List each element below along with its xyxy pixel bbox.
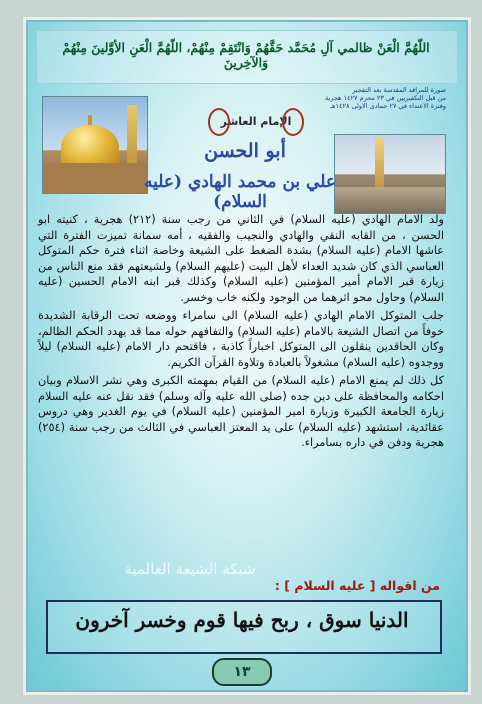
imam-name: علي بن محمد الهادي (عليه السلام)	[144, 172, 336, 212]
prayer-text: اللّهُمَّ الْعَنْ ظالمي آلِ مُحَمَّد حَقَّهُمْ وَانْتَقِمْ مِنْهُمْ، اللّهُمَّ الْعَنِ الأوَّلينَ مِنْهُمْ وَالآخِرينَ	[62, 40, 430, 70]
caption-line: وفترة الاعتداء في ٢٧ جمادى الاولى ١٤٢٨هـ	[330, 102, 446, 110]
imam-kunya: أبو الحسن	[204, 140, 286, 162]
paragraph: جلب المتوكل الامام الهادي (عليه السلام) الى سامراء ووضعه تحت الرقابة الشديدة خوفاً من اتصال الشيعة بالامام (عليه السلام) والتفافهم حوله مما قد يهدد الحكم الظالم، وكان الحاقدين ينقلون الى المتوكل اخباراً كاذبة ، فاقتحم دار الامام (عليه السلام) ليلاً ووجدوه (عليه السلام) مشغولاً بالعبادة وتلاوة القرآن الكريم.	[38, 309, 444, 369]
badge-title: الإمام العاشر	[220, 114, 292, 128]
paragraph: ولد الامام الهادي (عليه السلام) في الثاني من رجب سنة (٢١٢) هجرية ، كنيته ابو الحسن ، من القابه النقي والهادي والنجيب والفقيه ، أمه سمانة تميزت الفترة التي عاشها الامام (عليه السلام) بشدة الضغط على الشيعة وخاصة اثناء فترة حكم المتوكل العباسي الذي كان شديد العداء لأهل البيت (عليهم السلام) ولشيعتهم فقد منع الناس من زيارة قبر الامام أمير المؤمنين (عليه السلام) وكذلك قبر ابنه الامام الحسين (عليه السلام) وحاول محو اثرهما من الوجود ولكنه خاب وخسر.	[38, 213, 444, 304]
biography-text	[38, 212, 444, 454]
ornament-icon	[208, 108, 230, 136]
imam-badge	[208, 108, 304, 134]
photo-caption	[276, 86, 446, 110]
caption-line: صورة للمراقد المقدسة بعد التفجير	[352, 86, 446, 94]
paragraph: كل ذلك لم يمنع الامام (عليه السلام) من القيام بمهمته الكبرى وهي نشر الاسلام وبيان احكامه والمحافظة على دين جده (صلى الله عليه وآله وسلم) فقد نقل عنه عليه السلام زيارة الجامعة الكبيرة وزيارة امير المؤمنين (عليه السلام) في يوم الغدير وهي دروس عقائدية، استشهد (عليه السلام) على يد المعتز العباسي في الثالث من رجب سنة (٢٥٤) هجرية ودفن في داره بسامراء.	[38, 374, 444, 449]
quote-text: الدنيا سوق ، ربح فيها قوم وخسر آخرون	[75, 608, 409, 632]
page-number: ١٣	[212, 658, 272, 686]
sayings-label: من اقواله [ عليه السلام ] :	[274, 578, 440, 593]
caption-line: من قبل التكفيريين في ٢٣ محرم ١٤٢٧ هجرية	[324, 94, 446, 102]
watermark: شبكة الشيعة العالمية	[124, 560, 256, 578]
ornament-icon	[282, 108, 304, 136]
